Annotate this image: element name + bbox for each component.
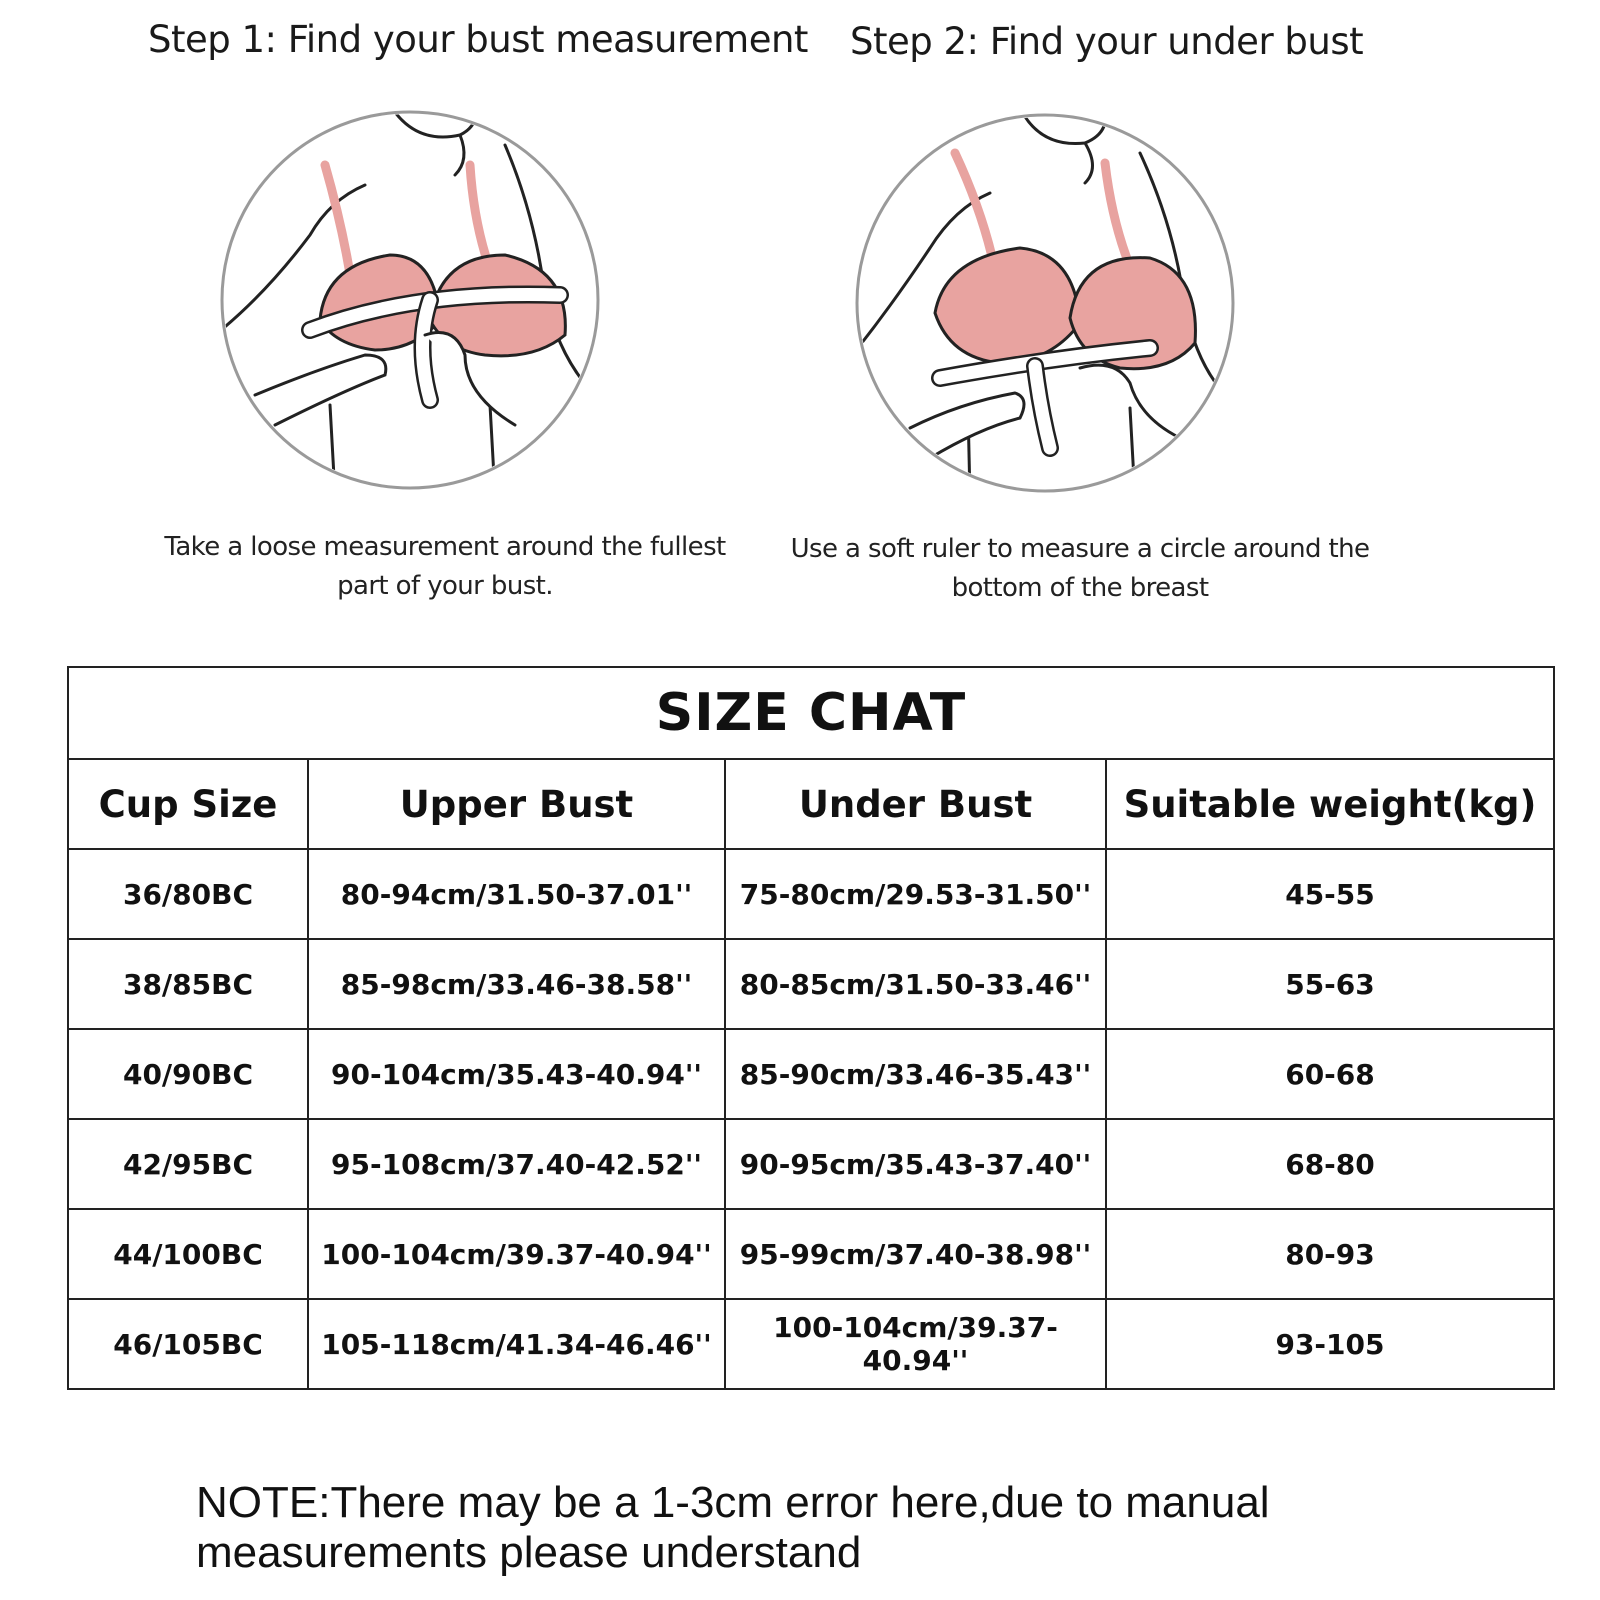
step1-caption-line1: Take a loose measurement around the fullest xyxy=(164,532,726,562)
upper-bust-cell: 80-94cm/31.50-37.01'' xyxy=(308,849,725,939)
step2-caption xyxy=(775,530,1385,608)
table-row xyxy=(68,1209,1554,1299)
step2-caption-line1: Use a soft ruler to measure a circle around the xyxy=(790,534,1370,564)
table-title: SIZE CHAT xyxy=(68,667,1554,759)
note-line1: NOTE:There may be a 1-3cm error here,due to manual xyxy=(196,1478,1270,1527)
weight-cell: 68-80 xyxy=(1106,1119,1554,1209)
size-chart-table xyxy=(67,666,1555,1390)
header-suitable-weight: Suitable weight(kg) xyxy=(1106,759,1554,849)
cup-size-cell: 44/100BC xyxy=(68,1209,308,1299)
under-bust-cell: 85-90cm/33.46-35.43'' xyxy=(725,1029,1106,1119)
table-row xyxy=(68,849,1554,939)
step1-caption xyxy=(140,528,750,606)
cup-size-cell: 38/85BC xyxy=(68,939,308,1029)
upper-bust-cell: 90-104cm/35.43-40.94'' xyxy=(308,1029,725,1119)
header-cup-size: Cup Size xyxy=(68,759,308,849)
under-bust-cell: 95-99cm/37.40-38.98'' xyxy=(725,1209,1106,1299)
cup-size-cell: 40/90BC xyxy=(68,1029,308,1119)
upper-bust-cell: 85-98cm/33.46-38.58'' xyxy=(308,939,725,1029)
underbust-measurement-illustration xyxy=(850,108,1240,498)
under-bust-cell: 75-80cm/29.53-31.50'' xyxy=(725,849,1106,939)
cup-size-cell: 42/95BC xyxy=(68,1119,308,1209)
cup-size-cell: 36/80BC xyxy=(68,849,308,939)
weight-cell: 80-93 xyxy=(1106,1209,1554,1299)
table-header-row xyxy=(68,759,1554,849)
table-row xyxy=(68,1299,1554,1389)
header-upper-bust: Upper Bust xyxy=(308,759,725,849)
bust-measurement-illustration xyxy=(215,105,605,495)
step2-caption-line2: bottom of the breast xyxy=(951,573,1209,603)
upper-bust-cell: 100-104cm/39.37-40.94'' xyxy=(308,1209,725,1299)
under-bust-cell: 100-104cm/39.37-40.94'' xyxy=(725,1299,1106,1389)
weight-cell: 93-105 xyxy=(1106,1299,1554,1389)
table-row xyxy=(68,939,1554,1029)
under-bust-cell: 80-85cm/31.50-33.46'' xyxy=(725,939,1106,1029)
weight-cell: 55-63 xyxy=(1106,939,1554,1029)
header-under-bust: Under Bust xyxy=(725,759,1106,849)
step2-title: Step 2: Find your under bust xyxy=(850,20,1364,63)
weight-cell: 60-68 xyxy=(1106,1029,1554,1119)
step1-caption-line2: part of your bust. xyxy=(337,571,553,601)
table-row xyxy=(68,1119,1554,1209)
measurement-note xyxy=(196,1478,1496,1578)
cup-size-cell: 46/105BC xyxy=(68,1299,308,1389)
table-row xyxy=(68,1029,1554,1119)
weight-cell: 45-55 xyxy=(1106,849,1554,939)
under-bust-cell: 90-95cm/35.43-37.40'' xyxy=(725,1119,1106,1209)
note-line2: measurements please understand xyxy=(196,1528,862,1577)
step1-title: Step 1: Find your bust measurement xyxy=(148,18,808,61)
table-title-row xyxy=(68,667,1554,759)
upper-bust-cell: 95-108cm/37.40-42.52'' xyxy=(308,1119,725,1209)
upper-bust-cell: 105-118cm/41.34-46.46'' xyxy=(308,1299,725,1389)
